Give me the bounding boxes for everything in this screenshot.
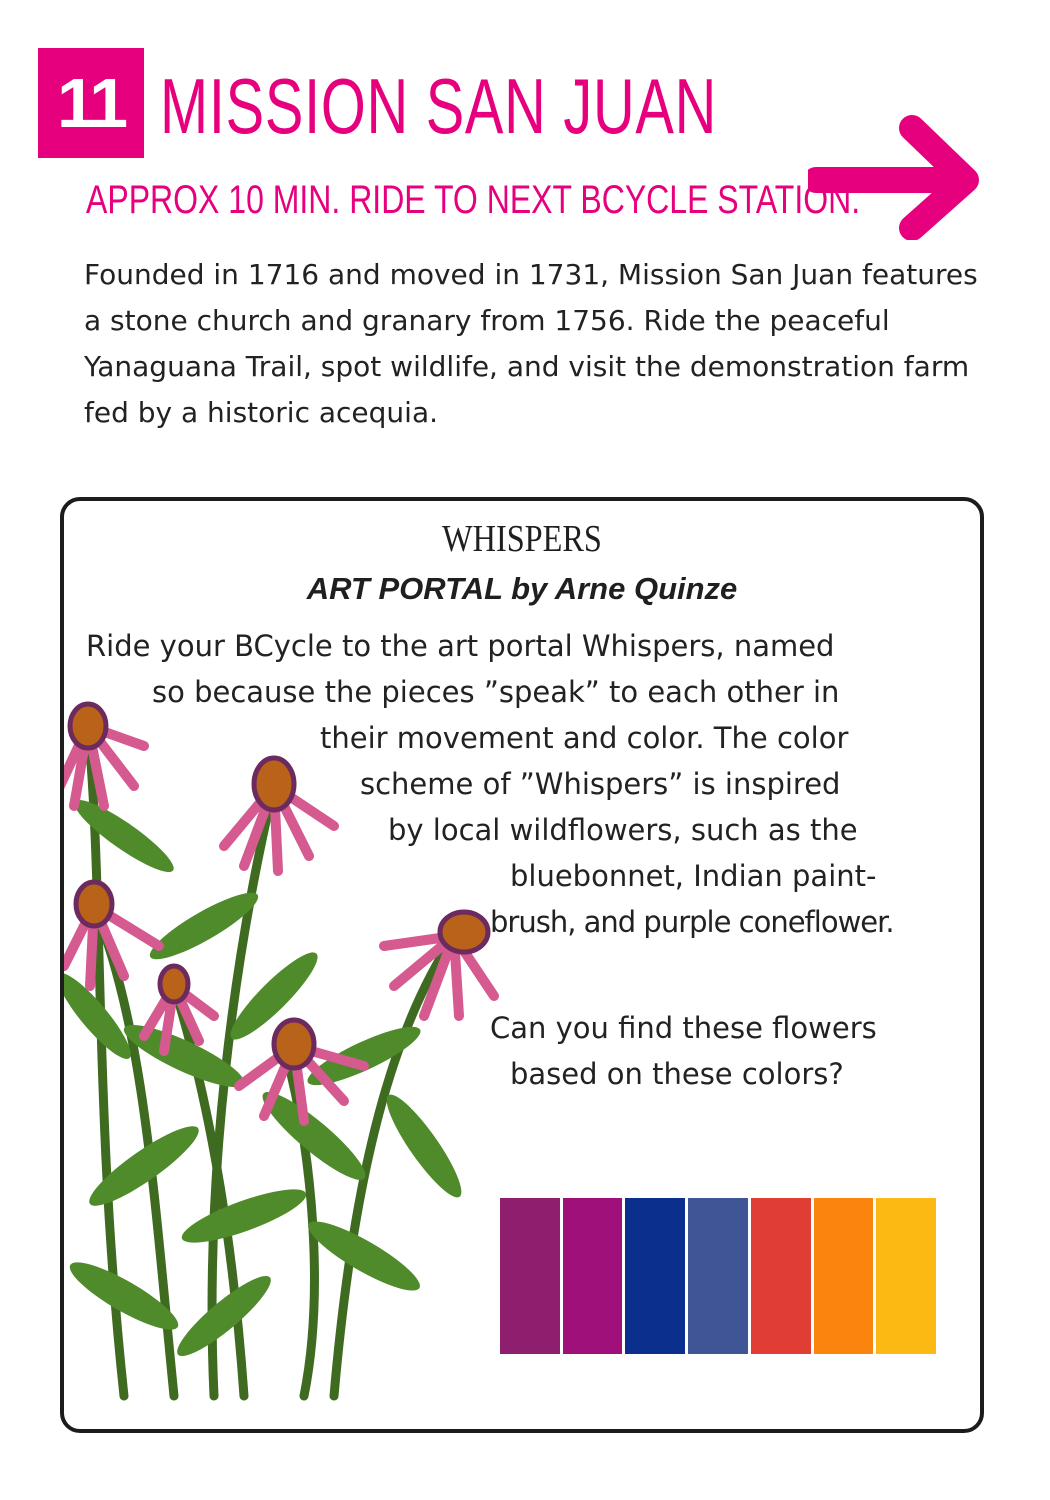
swatch-3: [625, 1198, 685, 1354]
description-line-5: by local wildflowers, such as the: [388, 813, 858, 847]
swatch-1: [500, 1198, 560, 1354]
art-title: WHISPERS: [442, 518, 602, 560]
ride-time-subtitle: APPROX 10 MIN. RIDE TO NEXT BCYCLE STATION.: [86, 178, 861, 222]
swatch-5: [751, 1198, 811, 1354]
swatch-4: [688, 1198, 748, 1354]
stop-number-badge: 11: [38, 48, 144, 158]
description-line-4: scheme of ”Whispers” is inspired: [360, 767, 841, 801]
question-line-2: based on these colors?: [510, 1057, 844, 1091]
swatch-6: [814, 1198, 874, 1354]
description-line-1: Ride your BCycle to the art portal Whispers, named: [86, 629, 835, 663]
description-line-3: their movement and color. The color: [320, 721, 849, 755]
art-subtitle: ART PORTAL by Arne Quinze: [306, 571, 738, 606]
swatch-7: [876, 1198, 936, 1354]
art-portal-card: [60, 497, 984, 1433]
description-line-6: bluebonnet, Indian paint-: [510, 859, 877, 893]
question-line-1: Can you find these flowers: [490, 1011, 877, 1045]
intro-paragraph: Founded in 1716 and moved in 1731, Mission San Juan features a stone church and granary from 1756. Ride the peaceful Yanaguana Trail, spot wildlife, and visit the demonstration farm fed by a historic acequia.: [84, 258, 978, 429]
color-swatches: [500, 1198, 936, 1354]
description-line-2: so because the pieces ”speak” to each other in: [152, 675, 840, 709]
flower-leaves: [64, 791, 471, 1365]
page-title: MISSION SAN JUAN: [160, 62, 718, 150]
right-arrow-icon: [808, 110, 988, 240]
swatch-2: [563, 1198, 623, 1354]
description-line-7: brush, and purple coneflower.: [490, 905, 894, 939]
